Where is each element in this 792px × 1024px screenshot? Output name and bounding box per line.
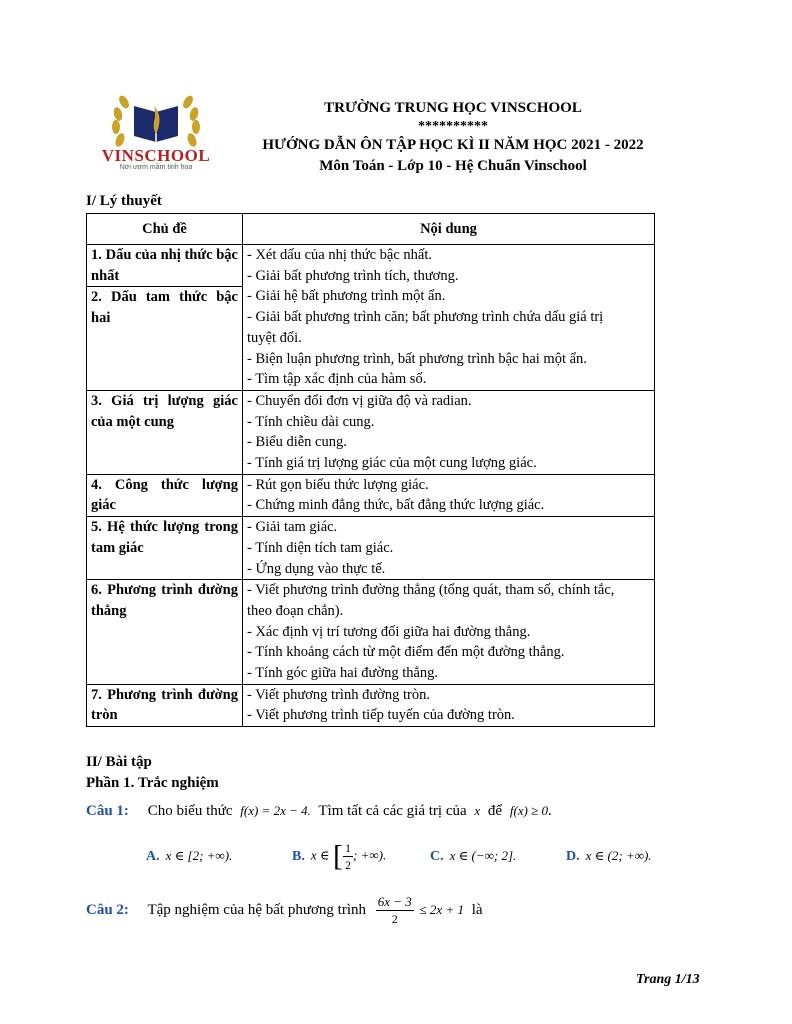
content-item: tuyệt đối. [247, 329, 302, 346]
content-item: - Viết phương trình đường tròn. [247, 686, 430, 703]
topic-cell [87, 474, 243, 516]
question-text: Cho biểu thức [147, 803, 233, 819]
topic-label: 4. Công thức lượng giác [91, 476, 238, 514]
content-cell [243, 684, 655, 726]
table-row [87, 580, 655, 685]
fraction [343, 840, 353, 873]
topic-cell [87, 390, 243, 474]
content-item: - Xác định vị trí tương đối giữa hai đường thẳng. [247, 623, 531, 640]
table-row [87, 390, 655, 474]
math-variable: x [474, 803, 481, 818]
choice-label: A. [146, 849, 160, 864]
content-item: - Viết phương trình tiếp tuyến của đường tròn. [247, 707, 515, 724]
choice-b[interactable] [292, 840, 386, 873]
table-row [87, 684, 655, 726]
content-item: - Giải hệ bất phương trình một ẩn. [247, 288, 446, 305]
content-item: theo đoạn chắn). [247, 602, 344, 619]
topic-cell [87, 580, 243, 685]
header-stars: ********** [418, 119, 488, 134]
fraction-denominator: 2 [345, 858, 351, 872]
content-item: - Tính góc giữa hai đường thẳng. [247, 665, 439, 682]
choice-label: B. [292, 848, 305, 864]
question-end: là [471, 901, 483, 918]
question-label: Câu 2: [86, 901, 129, 918]
content-item: - Tính giá trị lượng giác của một cung lượng giác. [247, 455, 537, 472]
choice-label: D. [566, 849, 580, 864]
question-2 [86, 894, 483, 927]
topic-cell [87, 245, 243, 391]
table-row [87, 474, 655, 516]
document-subtitle: Môn Toán - Lớp 10 - Hệ Chuẩn Vinschool [319, 158, 587, 174]
fraction [376, 894, 414, 927]
topic-label: 3. Giá trị lượng giác của một cung [91, 392, 238, 430]
content-cell [243, 517, 655, 580]
column-header-topic: Chủ đề [87, 214, 243, 245]
topic-label: 2. Dấu tam thức bậc hai [87, 286, 242, 328]
section-exercises [86, 752, 219, 794]
fraction-numerator: 1 [345, 841, 351, 855]
choice-label: C. [430, 849, 444, 864]
section-exercises-heading: II/ Bài tập [86, 754, 152, 770]
topic-cell [87, 517, 243, 580]
table-header-row [87, 214, 655, 245]
content-cell [243, 474, 655, 516]
content-item: - Giải bất phương trình căn; bất phương trình chứa dấu giá trị [247, 309, 604, 326]
content-item: - Ứng dụng vào thực tế. [247, 560, 386, 577]
column-header-content: Nội dung [243, 214, 655, 245]
content-item: - Chứng minh đẳng thức, bất đẳng thức lượng giác. [247, 497, 545, 514]
choice-text: x ∈ [2; +∞). [165, 848, 233, 863]
school-logo [100, 84, 212, 176]
content-item: - Rút gọn biểu thức lượng giác. [247, 476, 429, 493]
topic-label: 7. Phương trình đường tròn [91, 686, 238, 724]
bracket-glyph: [ [333, 839, 343, 873]
choice-d[interactable] [566, 848, 652, 865]
math-rhs: ≤ 2x + 1 [419, 901, 464, 917]
question-1 [86, 803, 552, 820]
fraction-numerator: 6x − 3 [377, 894, 412, 909]
question-end: . [548, 803, 552, 819]
document-header [240, 98, 666, 177]
content-cell [243, 580, 655, 685]
content-item: - Viết phương trình đường thẳng (tổng quát, tham số, chính tắc, [247, 582, 615, 599]
content-item: - Tính diện tích tam giác. [247, 539, 394, 556]
math-expression: f(x) = 2x − 4. [240, 803, 311, 818]
topic-label: 5. Hệ thức lượng trong tam giác [91, 519, 238, 556]
content-item: - Xét dấu của nhị thức bậc nhất. [247, 247, 433, 263]
content-item: - Tính khoảng cách từ một điểm đến một đường thẳng. [247, 644, 565, 661]
content-item: - Biểu diễn cung. [247, 434, 347, 451]
math-condition: f(x) ≥ 0 [509, 803, 549, 818]
table-row [87, 245, 655, 391]
document-title: HƯỚNG DẪN ÔN TẬP HỌC KÌ II NĂM HỌC 2021 - 2022 [262, 137, 644, 153]
content-item: - Tính chiều dài cung. [247, 413, 375, 430]
content-cell [243, 390, 655, 474]
content-item: - Biện luận phương trình, bất phương trình bậc hai một ẩn. [247, 350, 587, 367]
choice-text: x ∈ (2; +∞). [585, 848, 652, 863]
topic-cell [87, 684, 243, 726]
choice-suffix: ; +∞). [353, 847, 387, 863]
logo-tagline: Nơi ươm mầm tinh hoa [119, 164, 193, 171]
content-cell [243, 245, 655, 391]
choice-c[interactable] [430, 848, 516, 865]
table-row [87, 517, 655, 580]
content-item: - Tìm tập xác định của hàm số. [247, 371, 427, 388]
question-text: Tìm tất cả các giá trị của [318, 803, 467, 819]
content-item: - Giải tam giác. [247, 519, 338, 536]
section-theory-heading: I/ Lý thuyết [86, 193, 162, 209]
choice-prefix: x ∈ [310, 847, 330, 863]
fraction-denominator: 2 [391, 912, 398, 926]
choice-text: x ∈ (−∞; 2]. [449, 848, 517, 863]
topic-label: 6. Phương trình đường thẳng [91, 582, 238, 619]
part-heading: Phần 1. Trắc nghiệm [86, 775, 219, 791]
question-text: để [487, 803, 503, 819]
page-number: Trang 1/13 [636, 972, 700, 987]
question-text: Tập nghiệm của hệ bất phương trình [147, 901, 366, 918]
theory-table [86, 213, 655, 727]
choice-a[interactable] [146, 848, 232, 865]
content-item: - Giải bất phương trình tích, thương. [247, 267, 459, 284]
question-label: Câu 1: [86, 803, 129, 819]
logo-name: VINSCHOOL [101, 146, 211, 165]
school-name: TRƯỜNG TRUNG HỌC VINSCHOOL [324, 100, 582, 116]
content-item: - Chuyển đổi đơn vị giữa độ và radian. [247, 392, 472, 409]
topic-label: 1. Dấu của nhị thức bậc nhất [91, 247, 238, 284]
